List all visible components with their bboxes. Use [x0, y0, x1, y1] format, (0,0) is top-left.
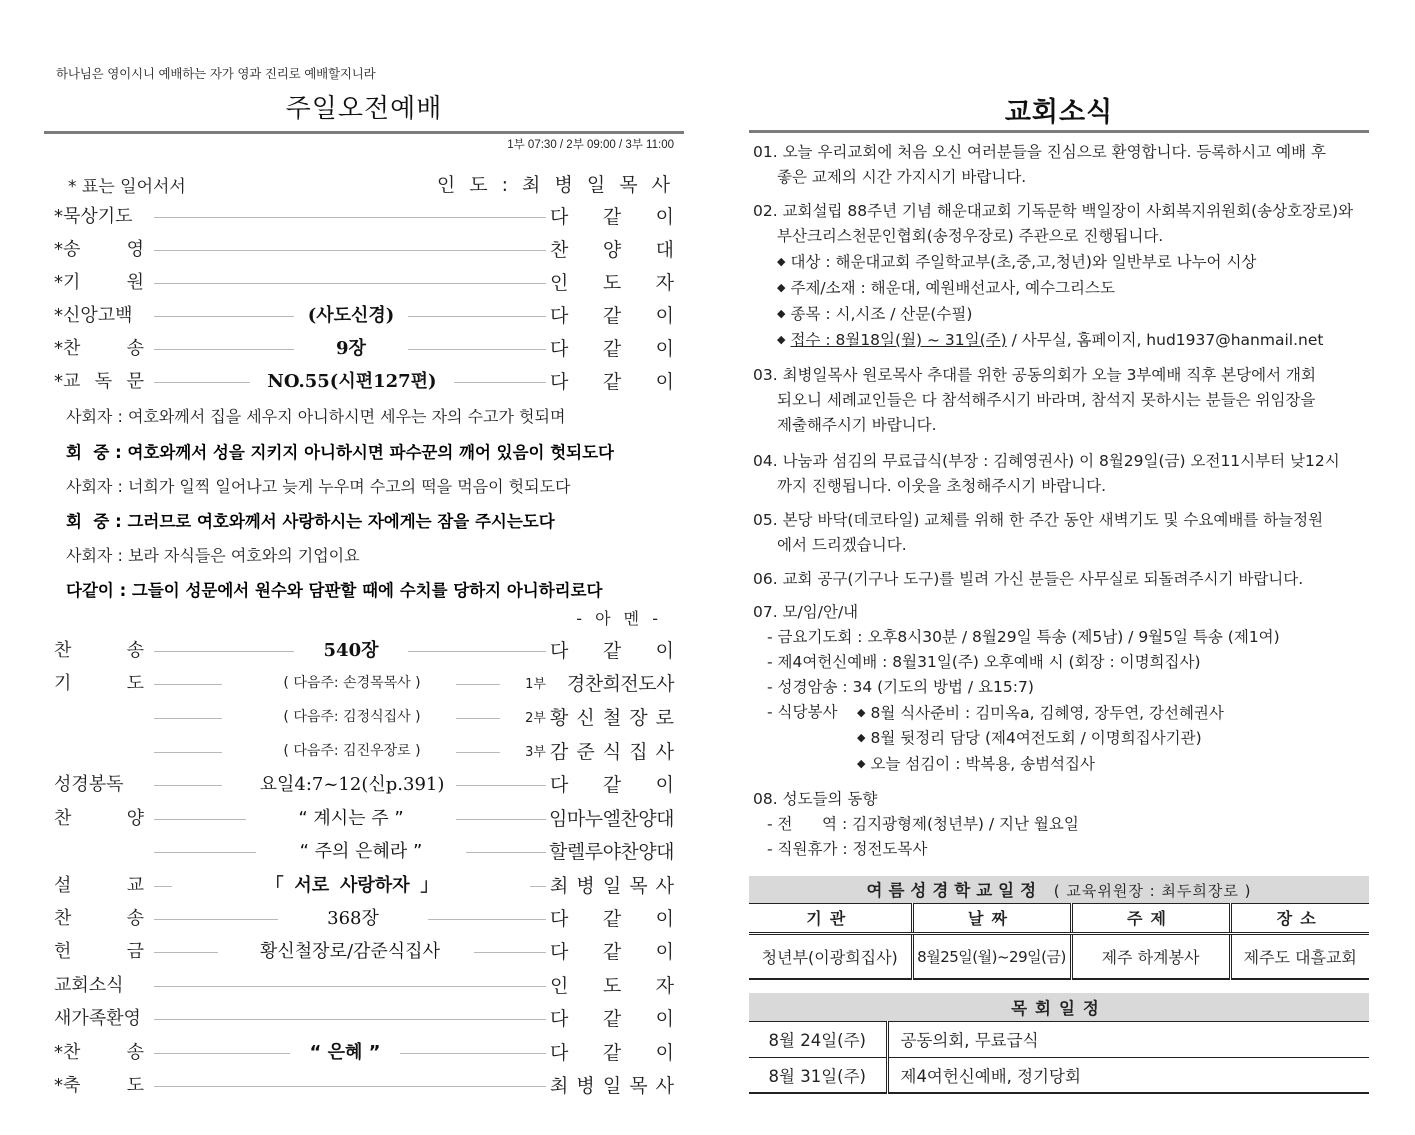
- leader-line: [154, 819, 246, 820]
- responsive-line: 회 중 : 그러므로 여호와께서 사랑하시는 자에게는 잠을 주시는도다: [66, 512, 555, 531]
- order-label: *교 독 문: [54, 371, 144, 392]
- order-content: 368장: [327, 908, 379, 929]
- meeting-item: - 성경암송 : 34 (기도의 방법 / 요15:7): [767, 678, 1034, 696]
- order-label: 찬 송: [54, 640, 144, 661]
- responsive-line: 사회자 : 보라 자식들은 여호와의 기업이요: [66, 546, 360, 565]
- news-text: 04. 나눔과 섬김의 무료급식(부장 : 김혜영권사) 이 8월29일(금) 오전11시부터 낮12시: [753, 452, 1340, 470]
- table-cell: 청년부(이광희집사): [749, 933, 912, 979]
- member-news-item: - 전 역 : 김지광형제(청년부) / 지난 월요일: [767, 815, 1079, 833]
- bullet-item: [753, 249, 1365, 275]
- column-header: 주제: [1071, 903, 1230, 933]
- leader-line: [154, 785, 222, 786]
- news-item-04: [753, 449, 1365, 499]
- order-who: 다 같 이: [550, 640, 674, 662]
- order-content: 9장: [336, 338, 366, 359]
- news-item-07: [753, 600, 1365, 777]
- table-title: 목회일정: [749, 993, 1369, 1021]
- order-label: 설 교: [54, 875, 144, 896]
- table-note: ( 교육위원장 : 최두희장로 ): [1053, 882, 1252, 901]
- order-label: 찬 송: [54, 908, 144, 929]
- news-text: 부산크리스천문인협회(송정우장로) 주관으로 진행됩니다.: [777, 227, 1164, 245]
- news-text: 05. 본당 바닥(데코타일) 교체를 위해 한 주간 동안 새벽기도 및 수요예배를 하늘정원: [753, 511, 1324, 529]
- news-text: 까지 진행됩니다. 이웃을 초청해주시기 바랍니다.: [777, 477, 1107, 495]
- table-title: 여름성경학교일정: [866, 881, 1043, 901]
- order-who: 다 같 이: [550, 1008, 674, 1030]
- order-who: 임마누엘찬양대: [549, 808, 674, 830]
- column-header: 날짜: [912, 903, 1071, 933]
- order-who: 다 같 이: [550, 305, 674, 327]
- order-who: 인 도 자: [550, 272, 674, 294]
- header-verse: 하나님은 영이시니 예배하는 자가 영과 진리로 예배할지니라: [56, 66, 376, 81]
- news-text: 07. 모/임/안/내: [753, 603, 859, 621]
- leader-line: [154, 1019, 546, 1020]
- news-text: 되오니 세례교인들은 다 참석해주시기 바라며, 참석지 못하시는 분들은 위임장을: [777, 391, 1316, 409]
- order-item: [44, 804, 684, 834]
- leader-line: [456, 684, 500, 685]
- order-who: 다 같 이: [550, 908, 674, 930]
- order-item: [44, 268, 684, 298]
- service-part: 3부: [525, 745, 546, 760]
- leader-line: [154, 1086, 546, 1087]
- order-who: 인 도 자: [550, 975, 674, 997]
- speaker: 사회자: [66, 407, 113, 426]
- table-cell: 제주도 대흘교회: [1230, 933, 1369, 979]
- registration-contact: / 사무실, 홈페이지, hud1937@hanmail.net: [1006, 331, 1324, 349]
- speaker: 회 중: [66, 443, 110, 462]
- news-item-03: [753, 363, 1365, 438]
- diamond-bullet-icon: ◆: [857, 706, 866, 719]
- diamond-bullet-icon: ◆: [777, 281, 786, 294]
- order-label: *축 도: [54, 1075, 144, 1096]
- service-part: 2부: [525, 711, 546, 726]
- order-item: [44, 235, 684, 265]
- bullet-text: 8월 뒷정리 담당 (제4여전도회 / 이명희집사기관): [870, 729, 1202, 747]
- order-content: “ 은혜 ”: [309, 1042, 381, 1063]
- responsive-line: 다같이 : 그들이 성문에서 원수와 담판할 때에 수치를 당하지 아니하리로다: [66, 581, 603, 600]
- order-who: 다 같 이: [550, 941, 674, 963]
- bullet-item: [753, 301, 1365, 327]
- leader-line: [454, 382, 546, 383]
- order-who: 다 같 이: [550, 1042, 674, 1064]
- order-item: [44, 202, 684, 232]
- sermon-title: 「 서로 사랑하자 」: [265, 875, 439, 896]
- order-who: 다 같 이: [550, 774, 674, 796]
- leader-line: [154, 651, 294, 652]
- reading-text: 여호와께서 집을 세우지 아니하시면 세우는 자의 수고가 헛되며: [127, 407, 566, 426]
- news-item-08: [753, 787, 1365, 862]
- leader-line: [154, 952, 218, 953]
- service-part: 1부: [525, 677, 546, 692]
- responsive-line: 회 중 : 여호와께서 성을 지키지 아니하시면 파수꾼의 깨어 있음이 헛되도다: [66, 443, 614, 462]
- registration-period: 접수 : 8월18일(월) ~ 31일(주): [790, 331, 1007, 349]
- table-row: [749, 1057, 1369, 1093]
- order-content: 540장: [323, 640, 379, 661]
- order-who: 다 같 이: [550, 338, 674, 360]
- leader-line: [408, 651, 546, 652]
- leader-line: [466, 852, 546, 853]
- order-label: 교회소식: [54, 975, 124, 996]
- order-who: 다 같 이: [550, 206, 674, 228]
- speaker: 회 중: [66, 512, 110, 531]
- order-item: [44, 904, 684, 934]
- leader-line: [154, 718, 222, 719]
- diamond-bullet-icon: ◆: [777, 333, 786, 346]
- reading-text: 보라 자식들은 여호와의 기업이요: [127, 546, 360, 565]
- news-text: 01. 오늘 우리교회에 처음 오신 여러분들을 진심으로 환영합니다. 등록하시고 예배 후: [753, 143, 1326, 161]
- leader-line: [154, 852, 256, 853]
- bullet-text: 8월 식사준비 : 김미옥a, 김혜영, 장두연, 강선혜권사: [870, 704, 1224, 722]
- news-item-01: [753, 140, 1365, 190]
- order-who: 경찬희전도사: [566, 673, 674, 695]
- order-content: 요일4:7~12(신p.391): [259, 774, 445, 795]
- schedule-date: 8월 31일(주): [749, 1057, 887, 1093]
- leader-line: [400, 1053, 546, 1054]
- bullet-item: [753, 327, 1365, 353]
- pastoral-schedule-table: [749, 993, 1369, 1094]
- leader-line: [154, 684, 222, 685]
- leader-line: [408, 349, 546, 350]
- order-item: [44, 837, 684, 867]
- order-item: [44, 1071, 684, 1101]
- order-who: 최 병 일 목 사: [550, 1075, 674, 1097]
- title-divider: [749, 130, 1369, 133]
- order-label: *묵상기도: [54, 206, 133, 227]
- leader-line: [154, 752, 222, 753]
- meeting-item: - 금요기도회 : 오후8시30분 / 8월29일 특송 (제5남) / 9월5일 특송 (제1여): [767, 628, 1280, 646]
- order-content: NO.55(시편127편): [267, 371, 437, 392]
- diamond-bullet-icon: ◆: [857, 731, 866, 744]
- worship-order-column: [44, 0, 684, 1135]
- order-label: 헌 금: [54, 941, 144, 962]
- order-label: *기 원: [54, 272, 144, 293]
- order-label: 찬 양: [54, 808, 144, 829]
- order-item: [44, 770, 684, 800]
- bullet-item: [753, 725, 1365, 751]
- meal-service-label: - 식당봉사: [767, 703, 838, 721]
- table-cell: 8월25일(월)~29일(금): [912, 933, 1071, 979]
- order-content: ( 다음주: 김진우장로 ): [283, 743, 421, 759]
- reading-text: 여호와께서 성을 지키지 아니하시면 파수꾼의 깨어 있음이 헛되도다: [127, 443, 614, 462]
- bullet-item: [857, 700, 1224, 726]
- news-text: 06. 교회 공구(기구나 도구)를 빌려 가신 분들은 사무실로 되돌려주시기 바랍니다.: [753, 570, 1304, 588]
- news-title: 교회소식: [1004, 97, 1114, 128]
- leader-line: [154, 283, 546, 284]
- reading-text: 그러므로 여호와께서 사랑하시는 자에게는 잠을 주시는도다: [127, 512, 555, 531]
- service-leader: 인 도 : 최 병 일 목 사: [436, 174, 674, 196]
- order-item: [44, 334, 684, 364]
- table-row: [749, 1021, 1369, 1057]
- order-who: 찬 양 대: [550, 239, 674, 261]
- order-item: [44, 937, 684, 967]
- table-header-row: [749, 903, 1369, 933]
- leader-line: [474, 952, 546, 953]
- order-item: [44, 367, 684, 397]
- schedule-date: 8월 24일(주): [749, 1021, 887, 1057]
- leader-line: [408, 316, 546, 317]
- leader-line: [154, 382, 250, 383]
- meeting-item: [753, 700, 1365, 725]
- news-text: 03. 최병일목사 원로목사 추대를 위한 공동의회가 오늘 3부예배 직후 본당에서 개회: [753, 366, 1316, 384]
- standing-note: * 표는 일어서서: [68, 177, 186, 197]
- leader-line: [456, 752, 500, 753]
- leader-line: [154, 217, 546, 218]
- order-label: 기 도: [54, 673, 144, 694]
- bullet-item: [753, 275, 1365, 301]
- leader-line: [154, 986, 546, 987]
- reading-text: 너희가 일찍 일어나고 늦게 누우며 수고의 떡을 먹음이 헛되도다: [127, 477, 571, 496]
- column-header: 기관: [749, 903, 912, 933]
- order-who: 감 준 식 집 사: [550, 741, 674, 763]
- news-text: 08. 성도들의 동향: [753, 790, 878, 808]
- table-cell: 제주 하계봉사: [1071, 933, 1230, 979]
- order-label: *찬 송: [54, 338, 144, 359]
- news-text: 좋은 교제의 시간 가지시기 바랍니다.: [777, 168, 1027, 186]
- order-label: 성경봉독: [54, 774, 124, 795]
- order-item: [44, 1038, 684, 1068]
- table-row: [749, 933, 1369, 979]
- order-item: [44, 971, 684, 1001]
- bullet-text: 오늘 섬김이 : 박복용, 송범석집사: [870, 755, 1095, 773]
- news-item-05: [753, 508, 1365, 558]
- meeting-item: - 제4여헌신예배 : 8월31일(주) 오후예배 시 (회장 : 이명희집사): [767, 653, 1201, 671]
- bullet-text: 주제/소재 : 해운대, 예원배선교사, 예수그리스도: [790, 279, 1115, 297]
- member-news-item: - 직원휴가 : 정전도목사: [767, 840, 928, 858]
- news-text: 02. 교회설립 88주년 기념 해운대교회 기독문학 백일장이 사회복지위원회(송상호장로)와: [753, 202, 1354, 220]
- order-item: [44, 737, 684, 767]
- amen: - 아 멘 -: [576, 609, 662, 628]
- column-header: 장소: [1230, 903, 1369, 933]
- leader-line: [154, 349, 294, 350]
- news-text: 제출해주시기 바랍니다.: [777, 416, 937, 434]
- speaker: 사회자: [66, 546, 113, 565]
- diamond-bullet-icon: ◆: [777, 255, 786, 268]
- speaker: 사회자: [66, 477, 113, 496]
- order-content: ( 다음주: 김정식집사 ): [283, 709, 421, 725]
- order-content: “ 주의 은혜라 ”: [299, 841, 423, 862]
- bullet-text: 대상 : 해운대교회 주일학교부(초,중,고,청년)와 일반부로 나누어 시상: [790, 253, 1257, 271]
- order-label: *신앙고백: [54, 305, 133, 326]
- order-content: ( 다음주: 손경목목사 ): [283, 675, 421, 691]
- order-label: *찬 송: [54, 1042, 144, 1063]
- leader-line: [456, 785, 546, 786]
- order-item: [44, 669, 684, 699]
- leader-line: [456, 819, 546, 820]
- table-caption: [749, 876, 1369, 903]
- diamond-bullet-icon: ◆: [777, 307, 786, 320]
- worship-title: 주일오전예배: [285, 94, 443, 124]
- church-news-column: [749, 0, 1369, 1135]
- news-item-02: [753, 199, 1365, 353]
- order-who: 최 병 일 목 사: [550, 875, 674, 897]
- summer-school-table: [749, 876, 1369, 980]
- order-content: “ 계시는 주 ”: [298, 808, 404, 829]
- order-item: [44, 636, 684, 666]
- leader-line: [154, 919, 278, 920]
- leader-line: [154, 886, 172, 887]
- order-who: 다 같 이: [550, 371, 674, 393]
- leader-line: [428, 919, 546, 920]
- leader-line: [154, 250, 546, 251]
- schedule-event: 공동의회, 무료급식: [887, 1021, 1369, 1057]
- order-who: 할렐루야찬양대: [549, 841, 674, 863]
- order-label: 새가족환영: [54, 1008, 141, 1029]
- bullet-text: 종목 : 시,시조 / 산문(수필): [790, 305, 973, 323]
- leader-line: [154, 316, 294, 317]
- leader-line: [154, 1053, 290, 1054]
- bullet-item: [753, 751, 1365, 777]
- news-text: 에서 드리겠습니다.: [777, 536, 907, 554]
- title-divider: [44, 131, 684, 134]
- order-item: [44, 301, 684, 331]
- order-who: 황 신 철 장 로: [550, 707, 674, 729]
- order-content: 황신철장로/감준식집사: [260, 941, 440, 962]
- leader-line: [530, 886, 546, 887]
- order-content: (사도신경): [307, 305, 395, 326]
- responsive-line: 사회자 : 너희가 일찍 일어나고 늦게 누우며 수고의 떡을 먹음이 헛되도다: [66, 477, 571, 496]
- speaker: 다같이: [66, 581, 114, 600]
- order-item: [44, 703, 684, 733]
- order-item: [44, 1004, 684, 1034]
- responsive-line: 사회자 : 여호와께서 집을 세우지 아니하시면 세우는 자의 수고가 헛되며: [66, 407, 566, 426]
- diamond-bullet-icon: ◆: [857, 757, 866, 770]
- order-item: [44, 871, 684, 901]
- order-label: *송 영: [54, 239, 144, 260]
- news-item-06: [753, 567, 1365, 592]
- service-times: 1부 07:30 / 2부 09:00 / 3부 11:00: [507, 139, 674, 151]
- leader-line: [456, 718, 500, 719]
- schedule-event: 제4여헌신예배, 정기당회: [887, 1057, 1369, 1093]
- reading-text: 그들이 성문에서 원수와 담판할 때에 수치를 당하지 아니하리로다: [131, 581, 603, 600]
